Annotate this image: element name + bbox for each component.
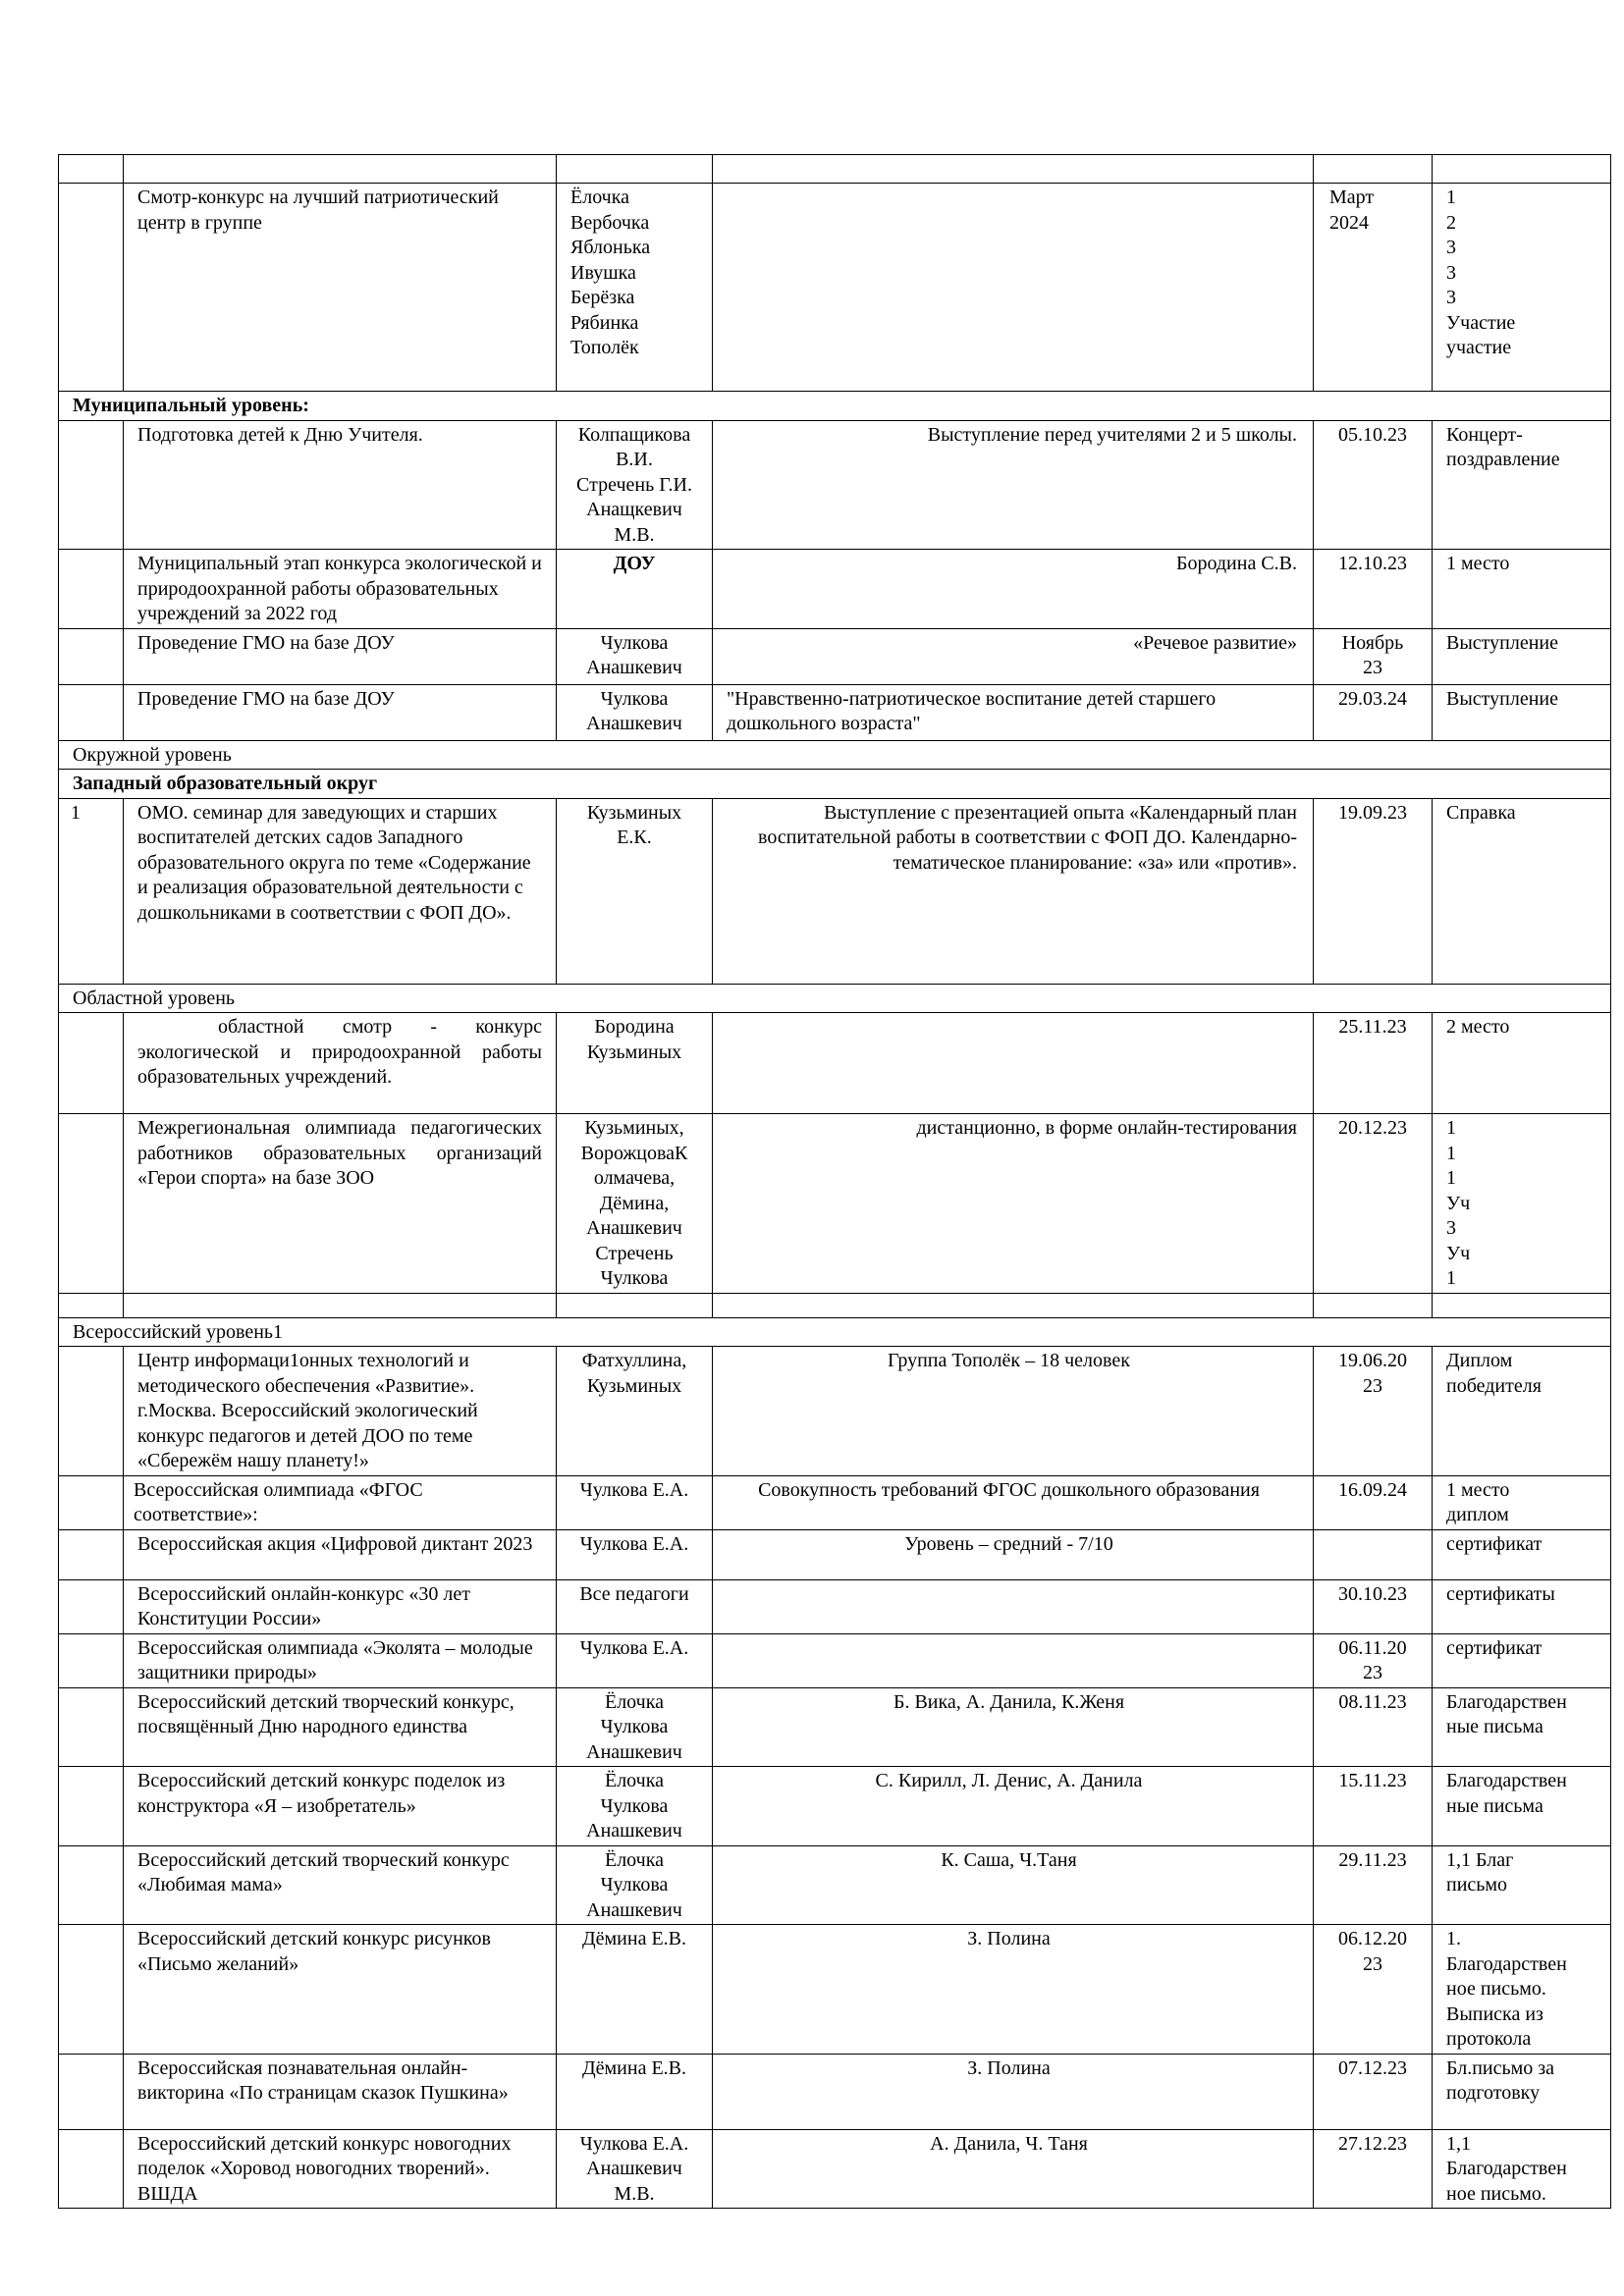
- description: [713, 184, 1314, 392]
- row-number: [59, 684, 124, 740]
- row-number: [59, 1633, 124, 1687]
- result: Диплом победителя: [1433, 1347, 1611, 1476]
- event-name: Межрегиональная олимпиада педагогических работников образовательных организаций «Герои спорта» на базе ЗОО: [124, 1114, 557, 1294]
- row-number: [59, 2054, 124, 2129]
- table-row: [59, 1013, 1611, 1114]
- empty-row: [59, 155, 1611, 184]
- result: Выступление: [1433, 628, 1611, 684]
- section-title: Окружной уровень: [59, 740, 1611, 770]
- table-row: [59, 1925, 1611, 2055]
- desc-cell: [713, 155, 1314, 184]
- description: Группа Тополёк – 18 человек: [713, 1347, 1314, 1476]
- table-row: [59, 684, 1611, 740]
- participants: ДОУ: [557, 550, 713, 629]
- participants: Дёмина Е.В.: [557, 1925, 713, 2055]
- table-row: [59, 1687, 1611, 1767]
- participants: Чулкова Е.А. Анашкевич М.В.: [557, 2129, 713, 2209]
- table-row: [59, 1579, 1611, 1633]
- event-date: 06.11.20 23: [1314, 1633, 1433, 1687]
- event-name: Проведение ГМО на базе ДОУ: [124, 684, 557, 740]
- result: сертификат: [1433, 1529, 1611, 1579]
- participants: Ёлочка Чулкова Анашкевич: [557, 1767, 713, 1846]
- description: "Нравственно-патриотическое воспитание детей старшего дошкольного возраста": [713, 684, 1314, 740]
- description: [713, 1579, 1314, 1633]
- document-page: [58, 154, 1610, 2209]
- who-cell: [557, 1293, 713, 1317]
- event-date: 19.06.20 23: [1314, 1347, 1433, 1476]
- row-number: [59, 1767, 124, 1846]
- table-row: [59, 420, 1611, 550]
- date-cell: [1314, 1293, 1433, 1317]
- table-row: [59, 1475, 1611, 1529]
- description: Выступление с презентацией опыта «Календарный план воспитательной работы в соответствии с ФОП ДО. Календарно-тематическое планирование: «за» или «против».: [713, 798, 1314, 984]
- event-date: Ноябрь 23: [1314, 628, 1433, 684]
- participants: Чулкова Е.А.: [557, 1475, 713, 1529]
- description: К. Саша, Ч.Таня: [713, 1845, 1314, 1925]
- event-date: 29.03.24: [1314, 684, 1433, 740]
- result-cell: [1433, 1293, 1611, 1317]
- event-cell: [124, 1293, 557, 1317]
- participants: Чулкова Анашкевич: [557, 684, 713, 740]
- event-name: Всероссийский детский конкурс поделок из конструктора «Я – изобретатель»: [124, 1767, 557, 1846]
- row-number: [59, 628, 124, 684]
- participants: Ёлочка Чулкова Анашкевич: [557, 1845, 713, 1925]
- result: 1 место: [1433, 550, 1611, 629]
- num-cell: [59, 1293, 124, 1317]
- num-cell: [59, 155, 124, 184]
- participants: Чулкова Анашкевич: [557, 628, 713, 684]
- description: [713, 1633, 1314, 1687]
- result: сертификат: [1433, 1633, 1611, 1687]
- participants: Все педагоги: [557, 1579, 713, 1633]
- section-title: Областной уровень: [59, 984, 1611, 1013]
- result: Выступление: [1433, 684, 1611, 740]
- section-title: Всероссийский уровень1: [59, 1317, 1611, 1347]
- event-name: Всероссийская олимпиада «ФГОС соответствие»:: [124, 1475, 557, 1529]
- event-name: Проведение ГМО на базе ДОУ: [124, 628, 557, 684]
- event-name: Всероссийский детский конкурс рисунков «Письмо желаний»: [124, 1925, 557, 2055]
- row-number: [59, 2129, 124, 2209]
- row-number: [59, 420, 124, 550]
- table-row: [59, 550, 1611, 629]
- event-name: Всероссийский онлайн-конкурс «30 лет Конституции России»: [124, 1579, 557, 1633]
- row-number: [59, 1687, 124, 1767]
- participants: Фатхуллина, Кузьминых: [557, 1347, 713, 1476]
- row-number: [59, 1475, 124, 1529]
- event-date: 19.09.23: [1314, 798, 1433, 984]
- event-date: 07.12.23: [1314, 2054, 1433, 2129]
- report-table: [58, 154, 1611, 2209]
- who-cell: [557, 155, 713, 184]
- event-date: Март 2024: [1314, 184, 1433, 392]
- event-name: ОМО. семинар для заведующих и старших воспитателей детских садов Западного образовательного округа по теме «Содержание и реализация образовательной деятельности с дошкольниками в соответствии с ФОП ДО».: [124, 798, 557, 984]
- event-date: 25.11.23: [1314, 1013, 1433, 1114]
- event-name: Центр информаци1онных технологий и методического обеспечения «Развитие». г.Москва. Всероссийский экологический конкурс педагогов и детей ДОО по теме «Сбережём нашу планету!»: [124, 1347, 557, 1476]
- event-name: Смотр-конкурс на лучший патриотический центр в группе: [124, 184, 557, 392]
- event-name: Всероссийская акция «Цифровой диктант 2023: [124, 1529, 557, 1579]
- description: А. Данила, Ч. Таня: [713, 2129, 1314, 2209]
- result: 1 2 3 3 3 Участие участие: [1433, 184, 1611, 392]
- row-number: [59, 1579, 124, 1633]
- desc-cell: [713, 1293, 1314, 1317]
- table-row: [59, 1347, 1611, 1476]
- participants: Бородина Кузьминых: [557, 1013, 713, 1114]
- row-number: [59, 1845, 124, 1925]
- participants: Чулкова Е.А.: [557, 1529, 713, 1579]
- row-number: [59, 1529, 124, 1579]
- row-number: [59, 1347, 124, 1476]
- description: Бородина С.В.: [713, 550, 1314, 629]
- participants: Кузьминых Е.К.: [557, 798, 713, 984]
- table-row: [59, 1767, 1611, 1846]
- participants: Ёлочка Чулкова Анашкевич: [557, 1687, 713, 1767]
- row-number: [59, 1013, 124, 1114]
- result: сертификаты: [1433, 1579, 1611, 1633]
- result: 1 место диплом: [1433, 1475, 1611, 1529]
- row-number: [59, 1925, 124, 2055]
- event-name: Всероссийский детский творческий конкурс, посвящённый Дню народного единства: [124, 1687, 557, 1767]
- result-cell: [1433, 155, 1611, 184]
- description: Совокупность требований ФГОС дошкольного образования: [713, 1475, 1314, 1529]
- result: 1 1 1 Уч 3 Уч 1: [1433, 1114, 1611, 1294]
- result: 1. Благодарствен ное письмо. Выписка из протокола: [1433, 1925, 1611, 2055]
- description: «Речевое развитие»: [713, 628, 1314, 684]
- row-number: [59, 1114, 124, 1294]
- table-row: [59, 1529, 1611, 1579]
- description: Выступление перед учителями 2 и 5 школы.: [713, 420, 1314, 550]
- section-header-row: [59, 1317, 1611, 1347]
- report-table-body: [59, 155, 1611, 2209]
- row-number: 1: [59, 798, 124, 984]
- description: [713, 1013, 1314, 1114]
- event-cell: [124, 155, 557, 184]
- section-header-row: [59, 392, 1611, 421]
- section-header-row: [59, 984, 1611, 1013]
- description: З. Полина: [713, 2054, 1314, 2129]
- description: Б. Вика, А. Данила, К.Женя: [713, 1687, 1314, 1767]
- event-date: 05.10.23: [1314, 420, 1433, 550]
- event-date: 08.11.23: [1314, 1687, 1433, 1767]
- table-row: [59, 798, 1611, 984]
- event-date: 06.12.20 23: [1314, 1925, 1433, 2055]
- section-header-row: [59, 770, 1611, 799]
- event-date: 27.12.23: [1314, 2129, 1433, 2209]
- event-date: 15.11.23: [1314, 1767, 1433, 1846]
- participants: Кузьминых, ВорожцоваК олмачева, Дёмина, Анашкевич Стречень Чулкова: [557, 1114, 713, 1294]
- table-row: [59, 184, 1611, 392]
- event-date: [1314, 1529, 1433, 1579]
- result: Бл.письмо за подготовку: [1433, 2054, 1611, 2129]
- table-row: [59, 2129, 1611, 2209]
- participants: Ёлочка Вербочка Яблонька Ивушка Берёзка Рябинка Тополёк: [557, 184, 713, 392]
- event-date: 20.12.23: [1314, 1114, 1433, 1294]
- event-name: Всероссийский детский творческий конкурс «Любимая мама»: [124, 1845, 557, 1925]
- event-date: 29.11.23: [1314, 1845, 1433, 1925]
- result: Справка: [1433, 798, 1611, 984]
- result: Благодарствен ные письма: [1433, 1687, 1611, 1767]
- event-name: Всероссийская познавательная онлайн-викторина «По страницам сказок Пушкина»: [124, 2054, 557, 2129]
- result: Концерт- поздравление: [1433, 420, 1611, 550]
- description: дистанционно, в форме онлайн-тестирования: [713, 1114, 1314, 1294]
- event-name: Всероссийская олимпиада «Эколята – молодые защитники природы»: [124, 1633, 557, 1687]
- result: 1,1 Благодарствен ное письмо.: [1433, 2129, 1611, 2209]
- participants: Дёмина Е.В.: [557, 2054, 713, 2129]
- section-title: Западный образовательный округ: [59, 770, 1611, 799]
- event-name: областной смотр - конкурс экологической и природоохранной работы образовательных учреждений.: [124, 1013, 557, 1114]
- row-number: [59, 184, 124, 392]
- result: 1,1 Благ письмо: [1433, 1845, 1611, 1925]
- description: С. Кирилл, Л. Денис, А. Данила: [713, 1767, 1314, 1846]
- event-name: Муниципальный этап конкурса экологической и природоохранной работы образовательных учреждений за 2022 год: [124, 550, 557, 629]
- table-row: [59, 1633, 1611, 1687]
- event-date: 16.09.24: [1314, 1475, 1433, 1529]
- section-header-row: [59, 740, 1611, 770]
- event-date: 12.10.23: [1314, 550, 1433, 629]
- event-name: Всероссийский детский конкурс новогодних поделок «Хоровод новогодних творений». ВШДА: [124, 2129, 557, 2209]
- description: З. Полина: [713, 1925, 1314, 2055]
- table-row: [59, 1114, 1611, 1294]
- event-date: 30.10.23: [1314, 1579, 1433, 1633]
- description: Уровень – средний - 7/10: [713, 1529, 1314, 1579]
- result: Благодарствен ные письма: [1433, 1767, 1611, 1846]
- table-row: [59, 1845, 1611, 1925]
- event-name: Подготовка детей к Дню Учителя.: [124, 420, 557, 550]
- table-row: [59, 628, 1611, 684]
- participants: Чулкова Е.А.: [557, 1633, 713, 1687]
- empty-row: [59, 1293, 1611, 1317]
- participants: Колпащикова В.И. Стречень Г.И. Анащкевич М.В.: [557, 420, 713, 550]
- row-number: [59, 550, 124, 629]
- table-row: [59, 2054, 1611, 2129]
- result: 2 место: [1433, 1013, 1611, 1114]
- section-title: Муниципальный уровень:: [59, 392, 1611, 421]
- date-cell: [1314, 155, 1433, 184]
